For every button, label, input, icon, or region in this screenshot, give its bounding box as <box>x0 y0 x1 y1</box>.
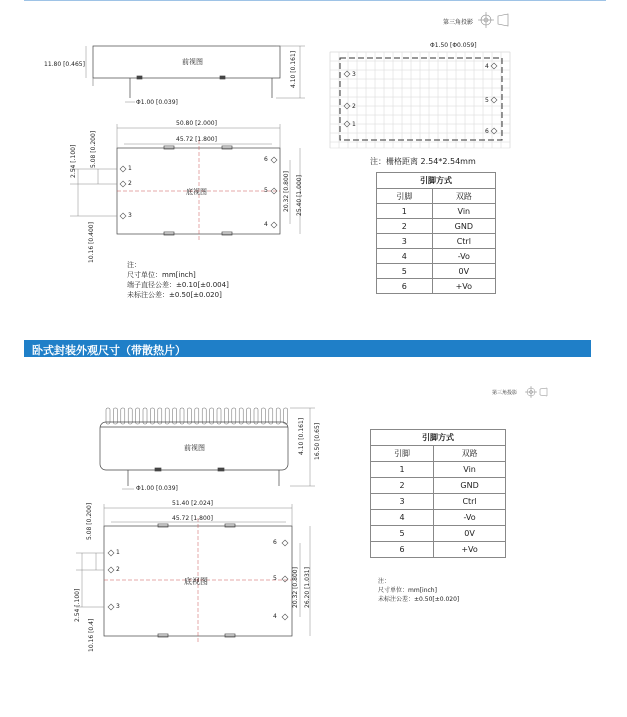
pitch-dim: 45.72 [1.800] <box>176 136 217 143</box>
heatsink-fins <box>106 408 288 424</box>
fin <box>202 408 206 424</box>
pin-table-top <box>376 172 496 294</box>
width-dim: 50.80 [2.000] <box>176 120 217 127</box>
table-cell: 2 <box>371 478 434 494</box>
front-view-title: 前视图 <box>182 58 203 66</box>
table-cell: +Vo <box>434 542 506 558</box>
note-line: 未标注公差：±0.50[±0.020] <box>378 596 460 603</box>
note-line: 注： <box>127 261 141 269</box>
left-dim-2-2: 2.54 [.100] <box>74 588 81 622</box>
right-dim-1: 20.32 [0.800] <box>283 171 290 212</box>
pin-label-2-2: 2 <box>116 566 120 573</box>
grid-pin-6: 6 <box>485 128 489 135</box>
table-cell: 3 <box>371 494 434 510</box>
pitch-dim-2: 45.72 [1.800] <box>172 515 213 522</box>
front-view-title-2: 前视图 <box>184 444 205 452</box>
pin-label-5: 5 <box>264 187 268 194</box>
left-dim-2-1: 5.08 [0.200] <box>86 502 93 540</box>
fin <box>173 408 177 424</box>
note-line: 尺寸单位：mm[inch] <box>127 271 196 279</box>
col-header-pin: 引脚 <box>377 189 433 204</box>
table-cell: Vin <box>432 204 495 219</box>
pin-label-2-6: 6 <box>273 539 277 546</box>
fin <box>106 408 110 424</box>
right-dim-2: 25.40 [1.000] <box>296 175 303 216</box>
pin-label-2-3: 3 <box>116 603 120 610</box>
left-dim-2-3: 10.16 [0.4] <box>88 618 95 652</box>
fin <box>136 408 140 424</box>
table-cell: 4 <box>371 510 434 526</box>
left-dim-3: 10.16 [0.400] <box>88 222 95 263</box>
fin <box>113 408 117 424</box>
fin <box>239 408 243 424</box>
notes-bottom <box>378 577 459 604</box>
table-cell: 4 <box>377 249 433 264</box>
note-line: 尺寸单位：mm[inch] <box>378 587 437 594</box>
fin <box>150 408 154 424</box>
section-title: 卧式封装外观尺寸（带散热片） <box>32 344 186 357</box>
hole-dim: Φ1.50 [Φ0.059] <box>430 42 477 49</box>
grid-pin-2: 2 <box>352 103 356 110</box>
width-dim-2: 51.40 [2.024] <box>172 500 213 507</box>
pin-label-4: 4 <box>264 221 268 228</box>
fin <box>121 408 125 424</box>
fin <box>158 408 162 424</box>
fin <box>187 408 191 424</box>
note-line: 未标注公差：±0.50[±0.020] <box>127 291 222 299</box>
height-dim-2: 16.50 [0.65] <box>314 422 321 460</box>
fin <box>261 408 265 424</box>
col-header-dual: 双路 <box>432 189 495 204</box>
pin-table-caption-2: 引脚方式 <box>371 430 506 446</box>
table-cell: 1 <box>371 462 434 478</box>
fin <box>247 408 251 424</box>
pin-length-dim-2: 4.10 [0.161] <box>298 417 305 455</box>
pin-label-2-5: 5 <box>273 575 277 582</box>
projection-symbol-icon <box>478 12 508 28</box>
note-line: 注： <box>378 578 391 585</box>
table-cell: GND <box>432 219 495 234</box>
height-dim: 11.80 [0.465] <box>44 61 85 68</box>
fin <box>276 408 280 424</box>
table-cell: -Vo <box>432 249 495 264</box>
fin <box>269 408 273 424</box>
pin-label-2-1: 1 <box>116 549 120 556</box>
fin <box>210 408 214 424</box>
table-cell: 3 <box>377 234 433 249</box>
table-cell: 1 <box>377 204 433 219</box>
pin-label-6: 6 <box>264 156 268 163</box>
fin <box>195 408 199 424</box>
note-line: 端子直径公差：±0.10[±0.004] <box>127 281 229 289</box>
fin <box>224 408 228 424</box>
fin <box>254 408 258 424</box>
table-cell: GND <box>434 478 506 494</box>
fin <box>217 408 221 424</box>
table-cell: 0V <box>434 526 506 542</box>
table-cell: 0V <box>432 264 495 279</box>
grid-pin-1: 1 <box>352 121 356 128</box>
pin-length-dim: 4.10 [0.161] <box>290 50 297 88</box>
pin-label-2: 2 <box>128 180 132 187</box>
pin-table-caption: 引脚方式 <box>377 173 496 189</box>
table-cell: 6 <box>377 279 433 294</box>
left-dim-1: 2.54 [.100] <box>70 144 77 178</box>
projection-label: 第三角投影 <box>443 19 474 26</box>
fin <box>180 408 184 424</box>
right-dim-2-2: 26.20 [1.031] <box>304 567 311 608</box>
fin <box>165 408 169 424</box>
bottom-view-title-2: 底视图 <box>184 577 208 586</box>
table-cell: Ctrl <box>432 234 495 249</box>
table-cell: +Vo <box>432 279 495 294</box>
pcb-outline <box>340 58 502 140</box>
grid-note: 注：栅格距离 2.54*2.54mm <box>370 157 476 166</box>
bottom-view-bottom <box>76 504 310 644</box>
grid-pin-4: 4 <box>485 63 489 70</box>
pin-label-3: 3 <box>128 212 132 219</box>
table-cell: Vin <box>434 462 506 478</box>
fin <box>143 408 147 424</box>
table-cell: 6 <box>371 542 434 558</box>
notes-top <box>127 260 229 300</box>
projection-symbol-icon-2 <box>525 386 547 398</box>
bottom-view-title: 底视图 <box>186 188 207 196</box>
col-header-dual-2: 双路 <box>434 446 506 462</box>
pin-label-1: 1 <box>128 165 132 172</box>
pin-label-2-4: 4 <box>273 613 277 620</box>
table-cell: 2 <box>377 219 433 234</box>
pin-table-bottom <box>370 429 506 558</box>
col-header-pin-2: 引脚 <box>371 446 434 462</box>
table-cell: 5 <box>371 526 434 542</box>
table-cell: 5 <box>377 264 433 279</box>
pin-diameter-dim-2: Φ1.00 [0.039] <box>136 485 178 492</box>
fin <box>128 408 132 424</box>
grid-pin-5: 5 <box>485 97 489 104</box>
right-dim-2-1: 20.32 [0.800] <box>292 567 299 608</box>
fin <box>284 408 288 424</box>
fin <box>232 408 236 424</box>
grid-pin-3: 3 <box>352 71 356 78</box>
left-dim-2: 5.08 [0.200] <box>90 130 97 168</box>
front-view-top <box>86 46 305 102</box>
pin-diameter-dim: Φ1.00 [0.039] <box>136 99 178 106</box>
projection-label-2: 第三角投影 <box>492 390 518 396</box>
table-cell: -Vo <box>434 510 506 526</box>
section-header <box>24 340 591 357</box>
table-cell: Ctrl <box>434 494 506 510</box>
